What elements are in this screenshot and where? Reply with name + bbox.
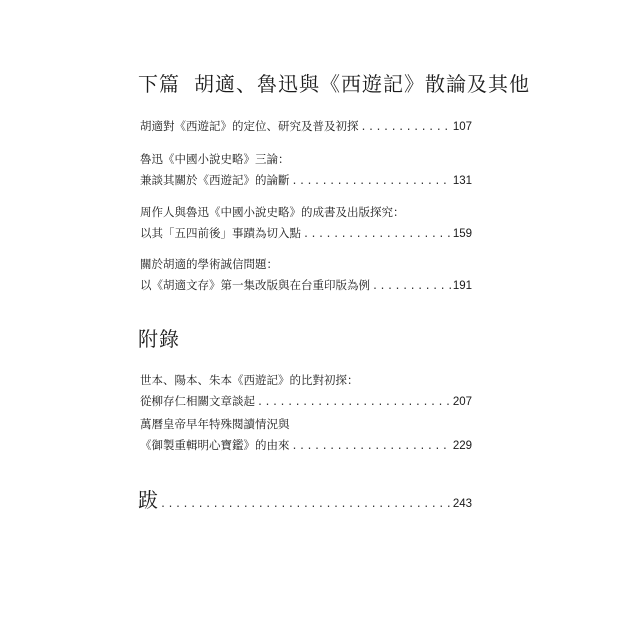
toc-entry-line (140, 275, 472, 297)
toc-entry-line (140, 435, 472, 457)
dot-leader (292, 436, 451, 457)
section-heading (138, 68, 530, 97)
appendix-heading: 附錄 (138, 327, 180, 351)
dot-leader (257, 392, 451, 413)
toc-entry-page: 107 (452, 121, 472, 133)
toc-entry-line (140, 370, 472, 391)
toc-entry-line (140, 170, 472, 192)
toc-entry-line (140, 149, 472, 170)
toc-entry[interactable] (140, 116, 472, 138)
postface-entry[interactable] (138, 484, 472, 513)
toc-entry[interactable] (140, 149, 472, 192)
dot-leader (292, 171, 451, 192)
toc-entry-page: 191 (452, 280, 472, 292)
toc-entry-title: 周作人與魯迅《中國小說史略》的成書及出版探究： (140, 205, 405, 219)
toc-entry-title: 世本、陽本、朱本《西遊記》的比對初探： (140, 373, 359, 387)
toc-entry-title: 萬曆皇帝早年特殊閱讀情況與 (140, 417, 290, 431)
toc-entry-subtitle: 《御製重輯明心寶鑑》的由來 (140, 438, 290, 452)
toc-entry[interactable] (140, 414, 472, 457)
dot-leader (361, 117, 451, 138)
toc-entry-page: 207 (452, 396, 472, 408)
postface-title: 跋 (138, 488, 158, 512)
toc-entry-line (140, 116, 472, 138)
toc-entry-line (140, 202, 472, 223)
section-title-text: 胡適、魯迅與《西遊記》散論及其他 (194, 72, 530, 96)
toc-entry-page: 159 (452, 228, 472, 240)
toc-entry-title: 魯迅《中國小說史略》三論： (140, 152, 290, 166)
dot-leader (303, 224, 451, 245)
dot-leader (160, 499, 451, 510)
toc-entry-line (140, 414, 472, 435)
toc-entry[interactable] (140, 202, 472, 245)
toc-entry-page: 131 (452, 175, 472, 187)
toc-entry-line (140, 223, 472, 245)
toc-entry-subtitle: 以《胡適文存》第一集改版與在台重印版為例 (140, 278, 370, 292)
toc-entry[interactable] (140, 254, 472, 297)
toc-entry-subtitle: 從柳存仁相關文章談起 (140, 394, 255, 408)
toc-entry-title: 關於胡適的學術誠信問題： (140, 257, 278, 271)
toc-entry-line (140, 391, 472, 413)
toc-entry-page: 229 (452, 440, 472, 452)
toc-entry-subtitle: 兼談其關於《西遊記》的論斷 (140, 173, 290, 187)
toc-entry-line (140, 254, 472, 275)
toc-entry-subtitle: 以其「五四前後」事蹟為切入點 (140, 226, 301, 240)
section-label: 下篇 (138, 72, 180, 96)
dot-leader (372, 276, 451, 297)
toc-entry-title: 胡適對《西遊記》的定位、研究及普及初探 (140, 119, 359, 133)
toc-entry[interactable] (140, 370, 472, 413)
postface-page: 243 (452, 498, 472, 510)
